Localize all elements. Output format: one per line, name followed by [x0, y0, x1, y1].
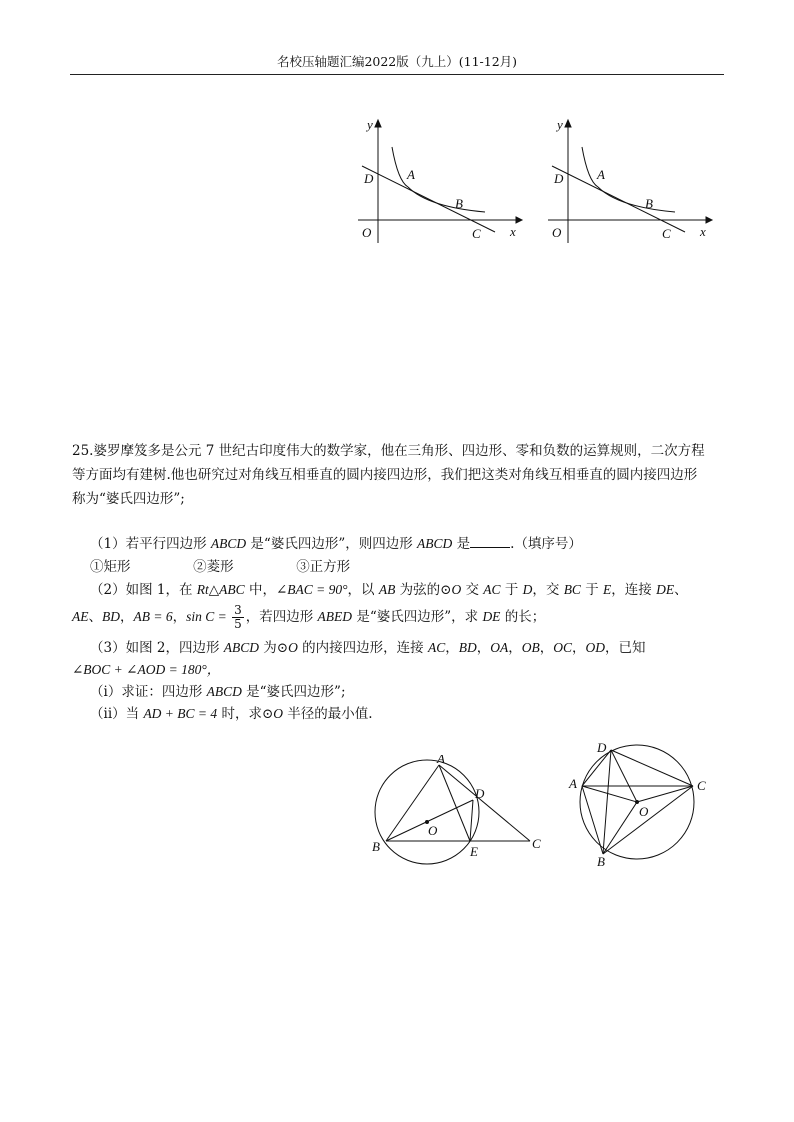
label-a: A [569, 776, 577, 791]
option-rhombus: ②菱形 [193, 559, 234, 575]
top-graph-right [540, 115, 720, 250]
part1-options [90, 556, 750, 578]
problem-intro-line3: 称为“婆氏四边形”; [72, 491, 185, 507]
point-c-label: C [472, 226, 481, 241]
point-b-label: B [455, 196, 463, 211]
label-c: C [697, 778, 706, 793]
label-c: C [532, 836, 541, 851]
figure-2-cyclic-quadrilateral [565, 738, 720, 868]
header-title: 名校压轴题汇编2022版（九上）(11-12月) [276, 54, 518, 69]
label-o: O [639, 804, 649, 819]
figure-1-triangle-circle [365, 755, 555, 865]
x-axis-label: x [700, 224, 706, 239]
answer-blank [470, 535, 510, 548]
part2-line1: （2）如图 1，在 Rt△ABC 中，∠BAC = 90°，以 AB 为弦的⊙O 交 AC 于 D，交 BC 于 E，连接 DE、 [90, 582, 688, 598]
option-square: ③正方形 [296, 559, 351, 575]
point-c-label: C [662, 226, 671, 241]
origin-label: O [552, 225, 562, 240]
point-d-label: D [364, 171, 374, 186]
label-b: B [597, 854, 605, 868]
problem-intro-line2: 等方面均有建树.他也研究过对角线互相垂直的圆内接四边形，我们把这类对角线互相垂直的圆内接四边形 [72, 467, 698, 483]
page-header [70, 52, 724, 75]
part3-i: （i）求证：四边形 ABCD 是“婆氏四边形”; [90, 684, 346, 700]
part3-line2: ∠BOC + ∠AOD = 180°， [72, 662, 221, 677]
fraction-three-fifths: $\frac{3}{5}$ [234, 603, 242, 631]
x-axis-label: x [510, 224, 516, 239]
point-a-label: A [407, 167, 415, 182]
label-d: D [475, 786, 485, 801]
problem-intro-line1: 25.婆罗摩笈多是公元 7 世纪古印度伟大的数学家，他在三角形、四边形、零和负数的运算规则，二次方程 [72, 443, 705, 459]
option-rectangle: ①矩形 [90, 559, 131, 575]
label-o: O [428, 823, 438, 838]
label-e: E [470, 844, 478, 859]
y-axis-label: y [367, 117, 373, 132]
part3-line1: （3）如图 2，四边形 ABCD 为⊙O 的内接四边形，连接 AC，BD，OA，OB，OC，OD，已知 [90, 640, 646, 656]
label-d: D [597, 740, 607, 755]
origin-label: O [362, 225, 372, 240]
part3-ii: （ii）当 AD + BC = 4 时，求⊙O 半径的最小值. [90, 706, 373, 722]
part2-line2: AE、BD，AB = 6，sin C = $\frac{3}{5}$ ，若四边形 ABED 是“婆氏四边形”，求 DE 的长； [72, 603, 546, 631]
top-graph-left [350, 115, 530, 250]
point-d-label: D [554, 171, 564, 186]
label-b: B [372, 839, 380, 854]
y-axis-label: y [557, 117, 563, 132]
label-a: A [437, 755, 445, 766]
part1-question: （1）若平行四边形 ABCD 是“婆氏四边形”，则四边形 ABCD 是 .（填序号） [90, 536, 582, 552]
point-b-label: B [645, 196, 653, 211]
point-a-label: A [597, 167, 605, 182]
